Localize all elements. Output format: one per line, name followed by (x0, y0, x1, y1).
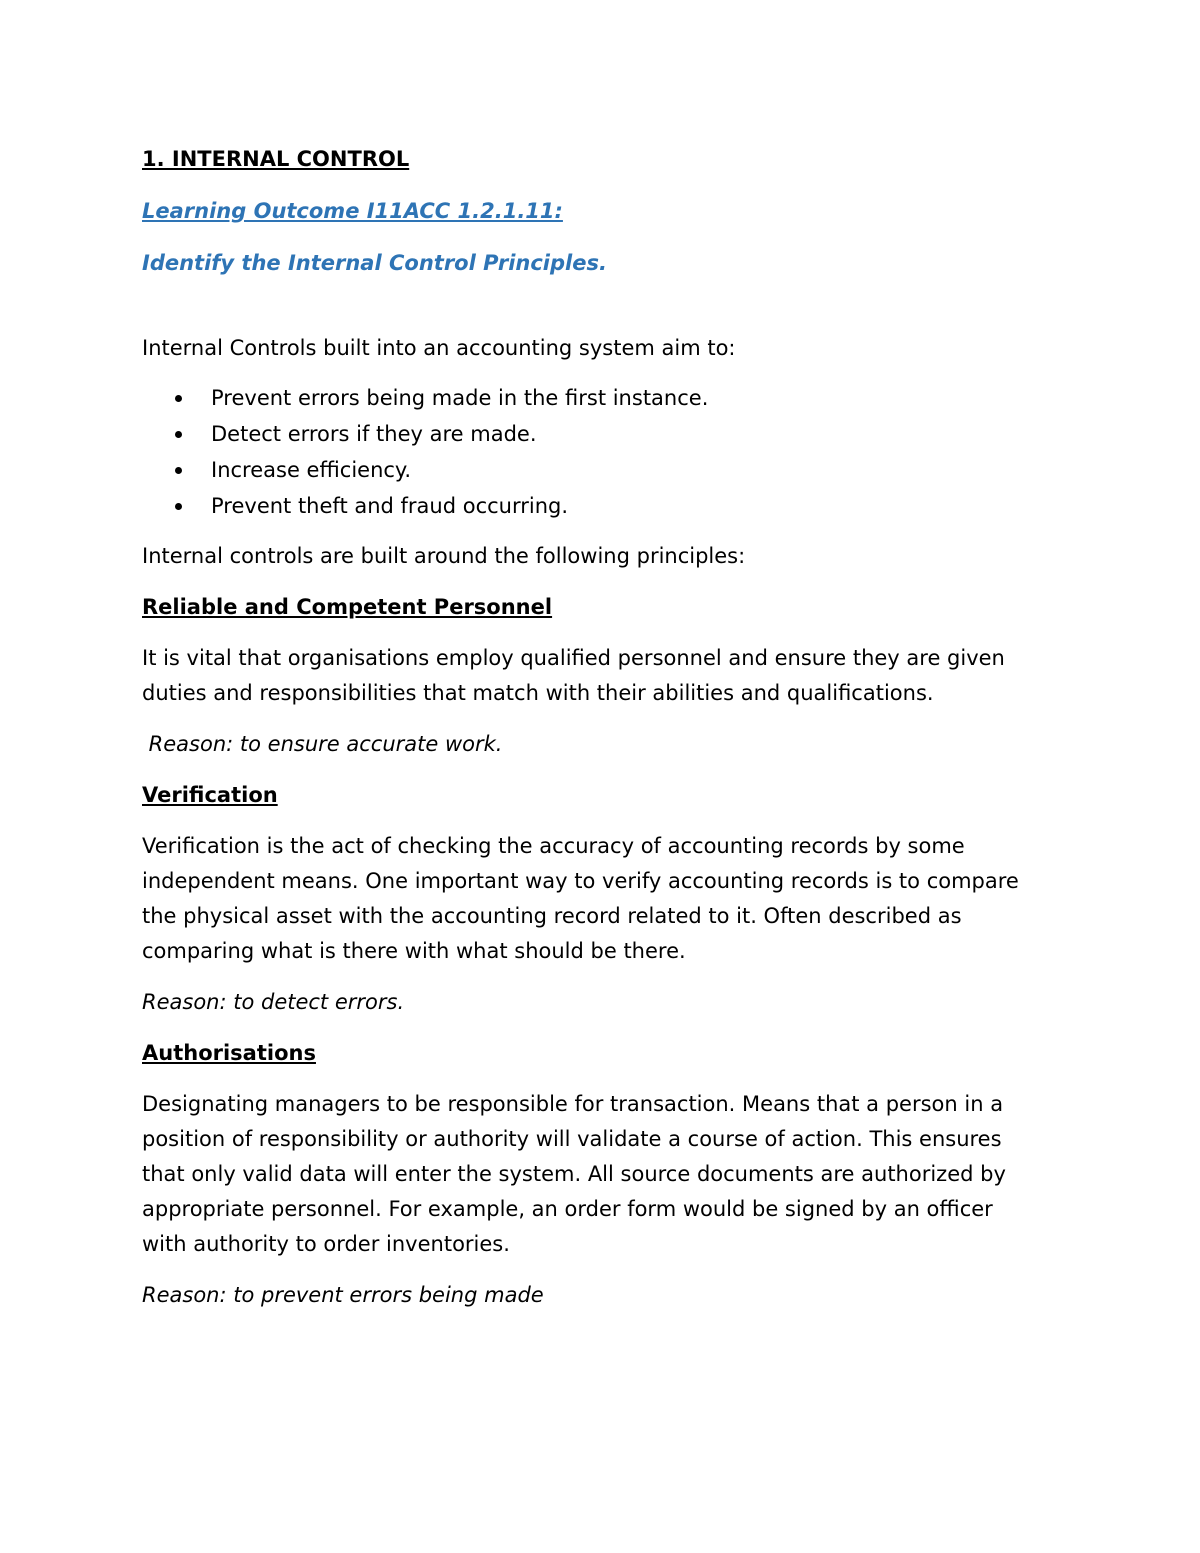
learning-outcome-objective: Identify the Internal Control Principles. (142, 251, 607, 275)
learning-outcome-code: Learning Outcome I11ACC 1.2.1.11: (142, 199, 563, 223)
principle-body-personnel (142, 641, 1072, 711)
principle-reason-verification: Reason: to detect errors. (142, 990, 405, 1014)
section-heading: 1. INTERNAL CONTROL (142, 147, 410, 171)
list-item-text: Prevent theft and fraud occurring. (211, 494, 569, 518)
paragraph-line: It is vital that organisations employ qualified personnel and ensure they are given (142, 646, 1005, 670)
paragraph-line: with authority to order inventories. (142, 1232, 510, 1256)
principle-reason-personnel: Reason: to ensure accurate work. (142, 732, 503, 756)
document-content (142, 142, 1072, 1313)
paragraph-line: appropriate personnel. For example, an order form would be signed by an officer (142, 1197, 993, 1221)
intro-paragraph: Internal Controls built into an accounting system aim to: (142, 336, 736, 360)
bullet-icon (175, 431, 182, 438)
principle-body-authorisations (142, 1087, 1072, 1262)
paragraph-line: that only valid data will enter the system. All source documents are authorized by (142, 1162, 1006, 1186)
principle-body-verification (142, 829, 1072, 969)
list-item (142, 380, 1072, 416)
paragraph-line: Designating managers to be responsible for transaction. Means that a person in a (142, 1092, 1004, 1116)
list-item-text: Increase efficiency. (211, 458, 412, 482)
paragraph-line: the physical asset with the accounting record related to it. Often described as (142, 904, 962, 928)
paragraph-line: comparing what is there with what should be there. (142, 939, 686, 963)
paragraph-line: duties and responsibilities that match with their abilities and qualifications. (142, 681, 934, 705)
principle-title-verification: Verification (142, 783, 278, 807)
aims-list (142, 380, 1072, 524)
bullet-icon (175, 395, 182, 402)
list-item (142, 488, 1072, 524)
list-item (142, 416, 1072, 452)
principle-reason-authorisations: Reason: to prevent errors being made (142, 1283, 544, 1307)
paragraph-line: independent means. One important way to verify accounting records is to compare (142, 869, 1019, 893)
list-item-text: Detect errors if they are made. (211, 422, 537, 446)
paragraph-line: position of responsibility or authority will validate a course of action. This ensures (142, 1127, 1002, 1151)
principle-title-personnel: Reliable and Competent Personnel (142, 595, 553, 619)
list-item-text: Prevent errors being made in the first instance. (211, 386, 709, 410)
bullet-icon (175, 503, 182, 510)
bullet-icon (175, 467, 182, 474)
principles-intro: Internal controls are built around the following principles: (142, 544, 746, 568)
principle-title-authorisations: Authorisations (142, 1041, 316, 1065)
paragraph-line: Verification is the act of checking the accuracy of accounting records by some (142, 834, 965, 858)
list-item (142, 452, 1072, 488)
